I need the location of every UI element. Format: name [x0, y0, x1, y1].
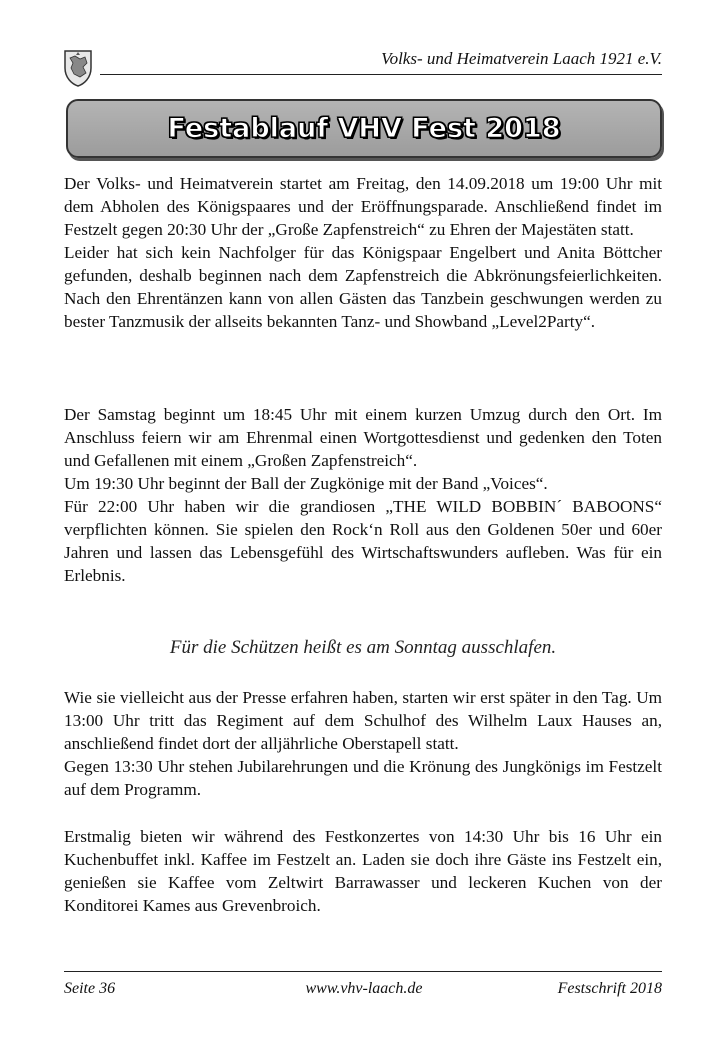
page-title: Festablauf VHV Fest 2018 [167, 113, 561, 144]
paragraph: Gegen 13:30 Uhr stehen Jubilarehrungen und die Krönung des Jungkönigs im Festzelt auf dem Programm. [64, 757, 662, 799]
paragraph: Der Samstag beginnt um 18:45 Uhr mit einem kurzen Umzug durch den Ort. Im Anschluss feiern wir am Ehrenmal einen Wortgottesdienst und gedenken den Toten und Gefallenen mit einem „Großen Zapfenstreich“. [64, 405, 662, 470]
paragraph: Wie sie vielleicht aus der Presse erfahren haben, starten wir erst später in den Tag. Um 13:00 Uhr tritt das Regiment auf dem Schulhof des Wilhelm Laux Hauses an, anschließend findet dort der alljährliche Oberstapell statt. [64, 688, 662, 753]
paragraph: Erstmalig bieten wir während des Festkonzertes von 14:30 Uhr bis 16 Uhr ein Kuchenbuffet inkl. Kaffee im Festzelt an. Laden sie doch ihre Gäste ins Festzelt ein, genießen sie Kaffee vom Zeltwirt Barrawasser und leckeren Kuchen von der Konditorei Kames aus Grevenbroich. [64, 827, 662, 915]
section-saturday [64, 403, 662, 587]
header-organization: Volks- und Heimatverein Laach 1921 e.V. [381, 49, 662, 68]
section-friday [64, 172, 662, 333]
coat-of-arms-icon [62, 48, 94, 88]
paragraph: Der Volks- und Heimatverein startet am Freitag, den 14.09.2018 um 19:00 Uhr mit dem Abholen des Königspaares und der Eröffnungsparade. Anschließend findet im Festzelt gegen 20:30 Uhr der „Große Zapfenstreich“ zu Ehren der Majestäten statt. [64, 174, 662, 239]
sunday-heading: Für die Schützen heißt es am Sonntag ausschlafen. [169, 637, 557, 658]
header-divider [100, 74, 662, 75]
page-number: Seite 36 [64, 980, 116, 997]
paragraph: Leider hat sich kein Nachfolger für das Königspaar Engelbert und Anita Böttcher gefunden, deshalb beginnen nach dem Zapfenstreich die Abkrönungsfeierlichkeiten. Nach den Ehrentänzen kann von allen Gästen das Tanzbein geschwungen werden zu bester Tanzmusik der allseits bekannten Tanz- und Showband „Level2Party“. [64, 243, 662, 331]
paragraph: Um 19:30 Uhr beginnt der Ball der Zugkönige mit der Band „Voices“. [64, 474, 548, 493]
section-cake-buffet [64, 825, 662, 917]
website-link: www.vhv-laach.de [305, 980, 423, 997]
footer-divider [64, 971, 662, 972]
publication-name: Festschrift 2018 [557, 980, 662, 997]
section-sunday [64, 686, 662, 801]
title-banner [66, 99, 662, 158]
paragraph: Für 22:00 Uhr haben wir die grandiosen „THE WILD BOBBIN´ BABOONS“ verpflichten können. Sie spielen den Rock‘n Roll aus den Goldenen 50er und 60er Jahren und lassen das Lebensgefühl des Wirtschaftswunders aufleben. Was für ein Erlebnis. [64, 497, 662, 585]
